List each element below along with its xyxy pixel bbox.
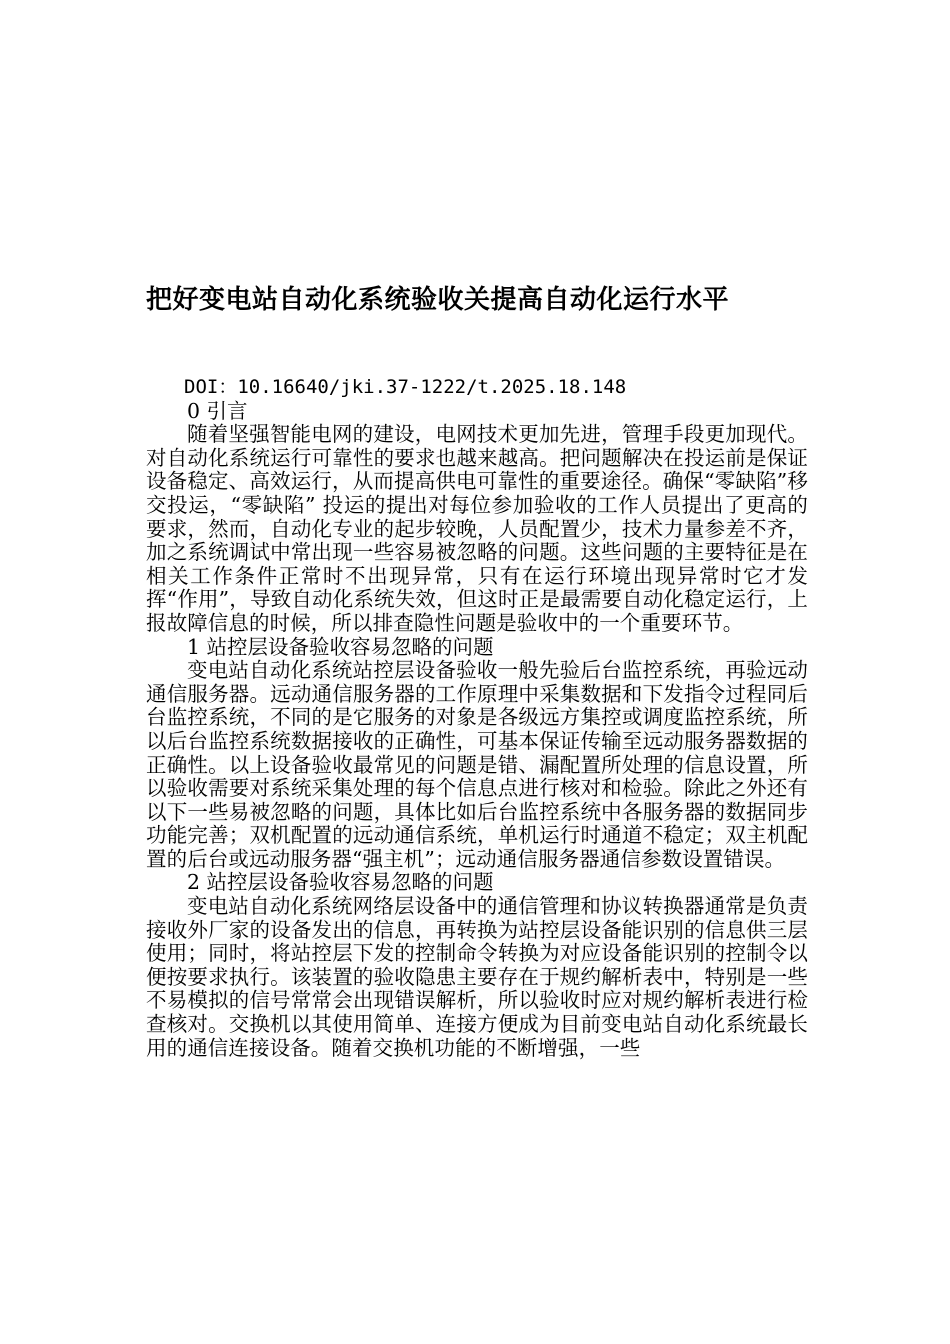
section-paragraph-2: 变电站自动化系统网络层设备中的通信管理和协议转换器通常是负责接收外厂家的设备发出的信息，再转换为站控层设备能识别的信息供三层使用；同时，将站控层下发的控制命令转换为对应设备能识别的控制令以便按要求执行。该装置的验收隐患主要存在于规约解析表中，特别是一些不易模拟的信号常常会出现错误解析，所以验收时应对规约解析表进行检查核对。交换机以其使用简单、连接方便成为目前变电站自动化系统最长用的通信连接设备。随着交换机功能的不断增强，一些 [146, 894, 808, 1060]
section-heading-1: 1 站控层设备验收容易忽略的问题 [187, 634, 494, 659]
section-heading-2: 2 站控层设备验收容易忽略的问题 [187, 870, 494, 895]
section-paragraph-intro: 随着坚强智能电网的建设，电网技术更加先进，管理手段更加现代。对自动化系统运行可靠性的要求也越来越高。把问题解决在投运前是保证设备稳定、高效运行，从而提高供电可靠性的重要途径。确保“零缺陷”移交投运，“零缺陷” 投运的提出对每位参加验收的工作人员提出了更高的要求，然而，自动化专业的起步较晚，人员配置少，技术力量参差不齐，加之系统调试中常出现一些容易被忽略的问题。这些问题的主要特征是在相关工作条件正常时不出现异常，只有在运行环境出现异常时它才发挥“作用”，导致自动化系统失效，但这时正是最需要自动化稳定运行，上报故障信息的时候，所以排查隐性问题是验收中的一个重要环节。 [146, 422, 808, 635]
section-heading-intro: 0 引言 [187, 398, 248, 423]
document-body [146, 376, 808, 1060]
doi-line: DOI：10.16640/jki.37-1222/t.2025.18.148 [184, 376, 627, 398]
section-paragraph-1: 变电站自动化系统站控层设备验收一般先验后台监控系统，再验远动通信服务器。远动通信服务器的工作原理中采集数据和下发指令过程同后台监控系统，不同的是它服务的对象是各级远方集控或调度监控系统，所以后台监控系统数据接收的正确性，可基本保证传输至远动服务器数据的正确性。以上设备验收最常见的问题是错、漏配置所处理的信息设置，所以验收需要对系统采集处理的每个信息点进行核对和检验。除此之外还有以下一些易被忽略的问题，具体比如后台监控系统中各服务器的数据同步功能完善；双机配置的远动通信系统，单机运行时通道不稳定；双主机配置的后台或远动服务器“强主机”；远动通信服务器通信参数设置错误。 [146, 658, 808, 871]
document-title: 把好变电站自动化系统验收关提高自动化运行水平 [146, 285, 730, 315]
